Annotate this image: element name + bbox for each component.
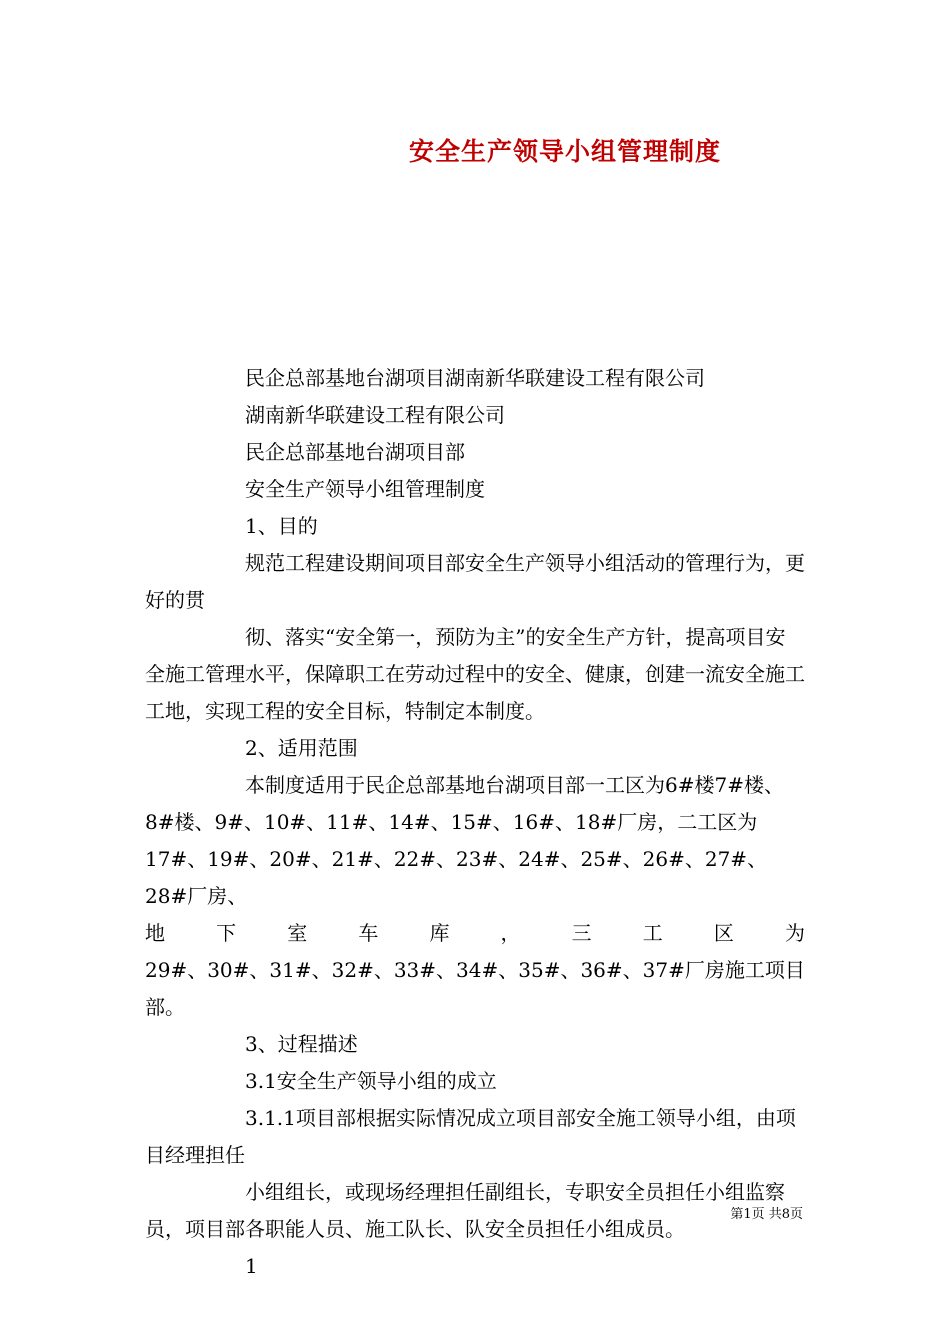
section-heading-scope: 2、适用范围: [245, 736, 358, 760]
paragraph-purpose-2: 彻、落实“安全第一，预防为主”的安全生产方针，提高项目安全施工管理水平，保障职工在劳动过程中的安全、健康，创建一流安全施工工地，实现工程的安全目标，特制定本制度。: [145, 625, 805, 723]
org-line-2: 湖南新华联建设工程有限公司: [245, 403, 505, 427]
org-line-3: 民企总部基地台湖项目部: [245, 440, 465, 464]
document-body: [145, 360, 805, 1285]
paragraph-scope-2: 地下室车库，三工区为: [145, 921, 805, 945]
paragraph-3-1-1-a: 3.1.1项目部根据实际情况成立项目部安全施工领导小组，由项目经理担任: [145, 1106, 796, 1167]
document-title: 安全生产领导小组管理制度: [408, 137, 721, 166]
paragraph-3-1-1-b: 小组组长，或现场经理担任副组长，专职安全员担任小组监察员，项目部各职能人员、施工队长、队安全员担任小组成员。: [145, 1180, 785, 1241]
paragraph-scope-3: 29#、30#、31#、32#、33#、34#、35#、36#、37#厂房施工项目部。: [145, 958, 805, 1019]
paragraph-scope-1: 本制度适用于民企总部基地台湖项目部一工区为6#楼7#楼、8#楼、9#、10#、11#、14#、15#、16#、18#厂房，二工区为17#、19#、20#、21#、22#、23#、24#、25#、26#、27#、28#厂房、: [145, 773, 784, 908]
page-footer: 第1页 共8页: [730, 1207, 803, 1222]
paragraph-purpose-1: 规范工程建设期间项目部安全生产领导小组活动的管理行为，更好的贯: [145, 551, 805, 612]
section-heading-process: 3、过程描述: [245, 1032, 358, 1056]
org-line-1: 民企总部基地台湖项目湖南新华联建设工程有限公司: [245, 366, 705, 390]
inline-page-number: 1: [245, 1254, 258, 1278]
subsection-heading-3-1: 3.1安全生产领导小组的成立: [245, 1069, 497, 1093]
subtitle-line: 安全生产领导小组管理制度: [245, 477, 485, 501]
section-heading-purpose: 1、目的: [245, 514, 318, 538]
